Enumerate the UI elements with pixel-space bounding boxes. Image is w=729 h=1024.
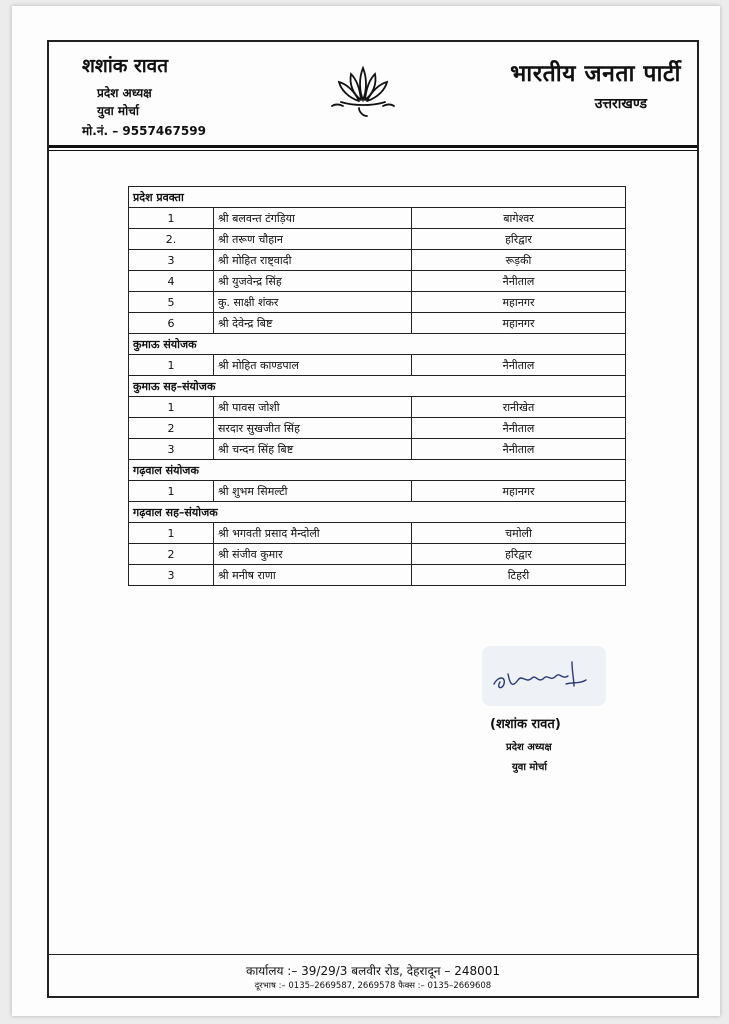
header-divider-thin [49,150,697,151]
sender-post-line1: प्रदेश अध्यक्ष [97,86,152,100]
section-title: प्रदेश प्रवक्ता [129,187,626,208]
table-row [129,229,626,250]
member-place: रूड़की [412,250,626,271]
sender-post [97,84,152,120]
table-row [129,523,626,544]
table-row [129,565,626,586]
table-row [129,439,626,460]
serial-number: 1 [129,523,214,544]
member-place: महानगर [412,313,626,334]
table-row [129,544,626,565]
serial-number: 3 [129,439,214,460]
section-header-row [129,334,626,355]
member-name: श्री देवेन्द्र बिष्ट [214,313,412,334]
serial-number: 3 [129,565,214,586]
section-header-row [129,376,626,397]
serial-number: 6 [129,313,214,334]
serial-number: 1 [129,355,214,376]
member-place: नैनीताल [412,439,626,460]
office-address: कार्यालय :– 39/29/3 बलवीर रोड, देहरादून – 248001 [245,964,501,978]
table-row [129,418,626,439]
member-name: श्री संजीव कुमार [214,544,412,565]
member-name: श्री चन्दन सिंह बिष्ट [214,439,412,460]
letter-page [12,6,720,1016]
appointments-table [128,186,626,586]
section-header-row [129,187,626,208]
table-row [129,250,626,271]
member-name: श्री पावस जोशी [214,397,412,418]
member-place: नैनीताल [412,418,626,439]
section-header-row [129,460,626,481]
member-name: श्री तरूण चौहान [214,229,412,250]
section-title: कुमाऊ संयोजक [129,334,626,355]
member-place: हरिद्वार [412,544,626,565]
section-title: कुमाऊ सह–संयोजक [129,376,626,397]
sender-post-line2: युवा मोर्चा [97,104,139,118]
signatory-post-line1: प्रदेश अध्यक्ष [506,742,552,753]
member-name: श्री मनीष राणा [214,565,412,586]
table-row [129,397,626,418]
party-name: भारतीय जनता पार्टी [510,61,681,87]
table-row [129,481,626,502]
letterhead-frame [47,40,699,998]
serial-number: 1 [129,208,214,229]
serial-number: 1 [129,397,214,418]
member-place: महानगर [412,481,626,502]
member-place: महानगर [412,292,626,313]
member-name: श्री मोहित काण्डपाल [214,355,412,376]
table-row [129,292,626,313]
table-row [129,271,626,292]
member-name: श्री बलवन्त टंगड़िया [214,208,412,229]
serial-number: 2 [129,418,214,439]
signatory-post [506,738,552,778]
signature-image [488,654,600,698]
section-title: गढ़वाल संयोजक [129,460,626,481]
signatory-name: (शशांक रावत) [490,717,561,732]
member-name: श्री मोहित राष्ट्वादी [214,250,412,271]
party-state: उत्तराखण्ड [594,96,647,112]
serial-number: 5 [129,292,214,313]
member-place: बागेश्वर [412,208,626,229]
member-place: नैनीताल [412,271,626,292]
table-row [129,355,626,376]
serial-number: 1 [129,481,214,502]
footer-divider [49,954,697,955]
table-row [129,208,626,229]
member-place: हरिद्वार [412,229,626,250]
sender-name: शशांक रावत [82,55,169,77]
member-name: श्री युजवेन्द्र सिंह [214,271,412,292]
office-phone: दूरभाष :– 0135–2669587, 2669578 फैक्स :– 0135–2669608 [254,981,492,991]
lotus-icon [329,60,397,120]
member-place: टिहरी [412,565,626,586]
serial-number: 2. [129,229,214,250]
serial-number: 4 [129,271,214,292]
section-title: गढ़वाल सह–संयोजक [129,502,626,523]
table-row [129,313,626,334]
member-place: रानीखेत [412,397,626,418]
member-place: चमोली [412,523,626,544]
section-header-row [129,502,626,523]
sender-mobile: मो.नं. – 9557467599 [82,124,206,138]
member-name: श्री शुभम सिमल्टी [214,481,412,502]
member-place: नैनीताल [412,355,626,376]
serial-number: 3 [129,250,214,271]
member-name: कु. साक्षी शंकर [214,292,412,313]
member-name: श्री भगवती प्रसाद मैन्दोली [214,523,412,544]
signatory-post-line2: युवा मोर्चा [512,762,547,773]
member-name: सरदार सुखजीत सिंह [214,418,412,439]
header-divider [49,145,697,148]
serial-number: 2 [129,544,214,565]
